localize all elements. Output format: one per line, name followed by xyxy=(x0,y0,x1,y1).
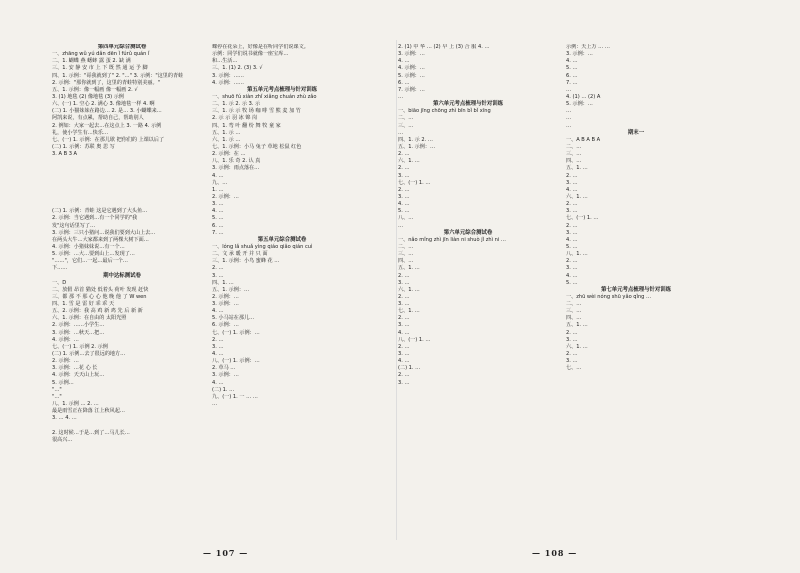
answer-line: 示例：同学们说书就像一座宝库… xyxy=(212,51,289,58)
answer-line: 1. … xyxy=(212,186,224,193)
answer-line: (二) 1. … xyxy=(212,386,235,393)
answer-line: 2. … xyxy=(566,329,578,336)
answer-line: 在两头大牛…大家都来到了两棵大树下面… xyxy=(52,236,149,243)
answer-line: 五、2. 示例：我 高 鸡 新 鸡 先 后 新 新 xyxy=(52,308,143,315)
section-heading: 第六单元综合测试卷 xyxy=(443,229,493,236)
answer-line xyxy=(52,194,192,201)
answer-line: 4. … xyxy=(212,379,224,386)
answer-line: "…" xyxy=(52,393,62,400)
answer-line: … xyxy=(566,108,572,115)
answer-line: 3. A B 3 A xyxy=(52,151,78,158)
answer-line: … xyxy=(398,222,404,229)
answer-line: 最是雨雪正在降落 江上秋风起… xyxy=(52,408,125,415)
answer-line: 3. … 4. … xyxy=(52,415,77,422)
answer-line: 3. 示例：… xyxy=(212,372,239,379)
answer-line: 三、… xyxy=(566,308,582,315)
answer-line: 二、… xyxy=(398,243,414,250)
answer-line: 3. 示例：雨点落在… xyxy=(212,165,260,172)
answer-line: … xyxy=(566,86,572,93)
answer-line: 2. … xyxy=(398,165,410,172)
answer-line: 3. … xyxy=(398,351,410,358)
answer-line xyxy=(52,158,192,165)
answer-line: 3. … xyxy=(398,193,410,200)
answer-line: 4. … xyxy=(398,329,410,336)
answer-line: 3. … xyxy=(398,172,410,179)
answer-line: 4. … xyxy=(566,272,578,279)
answer-line: 2. … xyxy=(398,372,410,379)
answer-line: 四、1. 示 2. … xyxy=(398,136,433,143)
answer-line: 一、lóng lǎ shuǎ yìng qiáo qiǎo qián cuì xyxy=(212,243,313,250)
answer-line: 和…生活… xyxy=(212,58,238,65)
section-heading: 第五单元综合测试卷 xyxy=(257,236,307,243)
page-number-left: — 107 — xyxy=(203,548,249,558)
answer-line: 四、1. 雪 是 雷 好 乖 乖 天 xyxy=(52,301,115,308)
answer-line: 五、1. … xyxy=(398,265,420,272)
answer-line: 三、都 那 不 那 心 心 他 晚 他 了 W wen xyxy=(52,293,147,300)
answer-line: 4. … xyxy=(566,236,578,243)
answer-line: 四、1. 弯 叶 翻 纷 舞 牧 童 家 xyxy=(212,122,281,129)
answer-line: 2. … xyxy=(566,222,578,229)
answer-line: 七、1. 示例：小马 兔子 草地 松鼠 红色 xyxy=(212,143,302,150)
answer-line: 八、(一) 1. 示例：… xyxy=(212,358,260,365)
answer-line: 5. … xyxy=(566,279,578,286)
answer-line: 六、(一) 1. 空心 2. 满心 3. 像地毯一样 4. 啊 xyxy=(52,101,155,108)
answer-line: 九、(一) 1. 一 … … xyxy=(212,393,258,400)
answer-line: 2. (1) 中 华 … (2) 早 上 (3) 合 服 4. … xyxy=(398,44,490,50)
answer-line: 三、1. 示例：小鸟 蜜蜂 花 … xyxy=(212,258,280,265)
answer-line: 九、… xyxy=(212,179,228,186)
answer-line: 3. … xyxy=(398,322,410,329)
answer-line: 2. … xyxy=(212,336,224,343)
answer-line: 发"这句话里写了… xyxy=(52,222,96,229)
answer-line: 3. … xyxy=(566,229,578,236)
answer-line: 六、1. … xyxy=(398,158,420,165)
answer-line: 下…… xyxy=(52,265,68,272)
answer-line: 四、… xyxy=(566,158,582,165)
answer-line: 五、1. … xyxy=(566,165,588,172)
answer-line: … xyxy=(398,93,404,100)
answer-line: 一、zhū wèi nóng shū yǎo qǐng … xyxy=(566,293,652,300)
answer-line: 五、1. 示例：像一幅画 像一幅画 2. √ xyxy=(52,86,138,93)
column-3 xyxy=(398,44,538,387)
answer-line: 4. 示例：小猪妹妹说…有一个… xyxy=(52,243,125,250)
answer-line: 2. … xyxy=(566,172,578,179)
section-heading: 第五单元考点梳理与针对训练 xyxy=(246,86,318,93)
answer-line: 四、… xyxy=(566,315,582,322)
answer-line: 7. 示例：… xyxy=(398,86,425,93)
answer-line: 二、1. 蝴蝶 燕 蟋蟀 露 蛋 2. 缺 满 xyxy=(52,58,131,65)
answer-line xyxy=(52,180,192,187)
answer-line: 2. 示例：… xyxy=(52,358,79,365)
answer-line: 4. … xyxy=(212,351,224,358)
answer-line: 七、(一) 1. 示例：… xyxy=(212,329,260,336)
book-spine xyxy=(396,40,397,540)
answer-line: 2. 草马 … xyxy=(212,365,236,372)
answer-line: 3. … xyxy=(398,301,410,308)
answer-line: 二、… xyxy=(566,143,582,150)
answer-line: 5. 示例… xyxy=(52,379,74,386)
answer-line: 2. 示例：… xyxy=(212,193,239,200)
answer-line: 6. … xyxy=(212,222,224,229)
answer-line: (二) 1. … xyxy=(398,365,421,372)
answer-line: 一、zhāng wǔ yú dǎn dēn ǐ fúrǔ quán ǐ xyxy=(52,51,150,58)
answer-line: 很高兴… xyxy=(52,436,73,443)
answer-line: 四、1. … xyxy=(212,279,234,286)
answer-line: 2. … xyxy=(566,201,578,208)
answer-line: 2. … xyxy=(398,315,410,322)
answer-line: 3. (1) 地毯 (2) 像地毯 (3) 示例 xyxy=(52,93,124,100)
answer-line xyxy=(52,165,192,172)
answer-line: 3. 示例：…花 心 长 xyxy=(52,365,98,372)
answer-line: 五、1. 示 … xyxy=(212,129,241,136)
answer-line: 5. 示例：…大…要到山上…发现了… xyxy=(52,251,135,258)
answer-line: 2. 示例：当它遇到…有一个同学的"我 xyxy=(52,215,138,222)
answer-line: 3. … xyxy=(212,201,224,208)
answer-line: 七、1. … xyxy=(398,308,420,315)
column-4 xyxy=(566,44,706,372)
answer-line: 六、1. 示例：在自由的 太阳光照 xyxy=(52,315,127,322)
answer-line: 3. … xyxy=(212,343,224,350)
answer-line: 三、1. 安 静 安 市 上 下 既 然 通 运 予 脚 xyxy=(52,65,148,72)
answer-line: 三、… xyxy=(566,151,582,158)
answer-line: (二) 1. 示例：苏联 奥 思 写 xyxy=(52,143,115,150)
answer-line: 八、1. 乐 奇 2. 认 真 xyxy=(212,158,261,165)
answer-line: 七、… xyxy=(566,365,582,372)
answer-line: … xyxy=(566,122,572,129)
answer-line: 2. … xyxy=(398,293,410,300)
page-number-right: — 108 — xyxy=(532,548,578,558)
answer-line: 2. 示例："那你就到了，这里的青蛙特别美丽。" xyxy=(52,79,160,86)
answer-line: 4. … xyxy=(398,358,410,365)
answer-line: 3. … xyxy=(398,379,410,386)
answer-line: 5. … xyxy=(398,208,410,215)
section-heading: 第六单元考点梳理与针对训练 xyxy=(432,101,504,108)
answer-line: 礼，使小学生有…快乐… xyxy=(52,129,109,136)
answer-line: 七、(一) 1. … xyxy=(566,215,599,222)
answer-line: 3. … xyxy=(566,208,578,215)
answer-line: 2. … xyxy=(398,272,410,279)
answer-line: 2. … xyxy=(212,265,224,272)
answer-line: 八、(一) 1. … xyxy=(398,336,431,343)
section-heading: 第七单元考点梳理与针对训练 xyxy=(600,286,672,293)
answer-line: 三、… xyxy=(398,122,414,129)
answer-line xyxy=(52,422,192,429)
answer-line: 三、1. (1) 2. (3) 3. √ xyxy=(212,65,263,72)
answer-line: 3. … xyxy=(398,279,410,286)
answer-line: 5. … xyxy=(566,65,578,72)
section-heading: 期末一 xyxy=(627,129,645,136)
answer-line: 2. … xyxy=(566,258,578,265)
answer-line: 2. 示例：在 … xyxy=(212,151,246,158)
answer-line: 五、1. 示例：… xyxy=(212,286,250,293)
answer-line: 六、1. … xyxy=(566,343,588,350)
answer-line: 2. 例如：大家一起去…在这点上 3. 一路 4. 示例 xyxy=(52,122,162,129)
answer-line: 4. 示例：天天山上玩… xyxy=(52,372,105,379)
answer-line: 3. … xyxy=(212,272,224,279)
answer-line: (二) 1. 示例…去了很远的地方… xyxy=(52,351,126,358)
answer-line: 3. 示例：…秋天…把… xyxy=(52,329,105,336)
answer-line: 八、1. … xyxy=(566,251,588,258)
answer-line: 4. 示例：… xyxy=(398,65,425,72)
answer-line: 2. … xyxy=(398,186,410,193)
answer-line: 5. … xyxy=(566,243,578,250)
answer-line: 二、1. 示 2. 示 3. 示 xyxy=(212,101,261,108)
answer-line: 7. … xyxy=(566,79,578,86)
answer-line: 5. … xyxy=(212,215,224,222)
answer-line: 二、放假 昂首 猫处 低着头 荷叶 发现 赶快 xyxy=(52,286,149,293)
answer-line: 4. … xyxy=(398,201,410,208)
answer-line: 2. … xyxy=(398,151,410,158)
answer-line: 五、1. … xyxy=(566,322,588,329)
answer-line: 2. 示 示 羽 冰 锦 岗 xyxy=(212,115,258,122)
answer-line: 4. … xyxy=(212,208,224,215)
answer-line: 3. 示例：… xyxy=(566,51,593,58)
answer-line: 三、1. 示 示 牧 场 咖 啡 雪 熊 麦 加 竹 xyxy=(212,108,301,115)
section-heading: 期中达标测试卷 xyxy=(103,272,141,279)
answer-line: 3. … xyxy=(566,358,578,365)
answer-line: … xyxy=(566,115,572,122)
answer-line: 2. 示例：… xyxy=(212,293,239,300)
answer-line: 3. 示例：…… xyxy=(212,72,244,79)
column-1 xyxy=(52,44,192,444)
answer-line: 阿凯来说，有点累，帮助自己，帮助别人 xyxy=(52,115,144,122)
answer-line: 四、… xyxy=(398,258,414,265)
answer-line: 二、文 承 暖 开 并 只 面 xyxy=(212,251,268,258)
answer-line: 2. … xyxy=(566,351,578,358)
answer-line: 5. 示例：… xyxy=(566,101,593,108)
answer-line: 3. … xyxy=(566,265,578,272)
answer-line: 4. … xyxy=(398,58,410,65)
answer-line: 六、1. … xyxy=(566,193,588,200)
answer-line: 6. … xyxy=(398,79,410,86)
answer-line: 3. … xyxy=(566,179,578,186)
answer-line: 7. … xyxy=(212,229,224,236)
answer-line: 2. 示例：……小学生… xyxy=(52,322,105,329)
answer-line: 2. … xyxy=(398,343,410,350)
answer-line: 3. 示例：三只小猪问…说我们要到大山上去… xyxy=(52,229,156,236)
answer-line: "……"，它们…一起…最后一个… xyxy=(52,258,128,265)
answer-line: (二) 1. 示例：青蛙 这是它遇到了大头鱼… xyxy=(52,208,148,215)
answer-line: (二) 1. 小猫妹妹在路边… 2. 是… 3. 小蝴蝶来… xyxy=(52,108,162,115)
answer-line: 七、(一) 1. 示例 2. 示例 xyxy=(52,343,108,350)
answer-line: 4. 示例：…… xyxy=(212,79,244,86)
answer-line: 4. 示例：… xyxy=(52,336,79,343)
answer-line: 二、… xyxy=(566,301,582,308)
answer-line: 二、… xyxy=(398,115,414,122)
section-heading: 第四单元综合测试卷 xyxy=(97,44,147,50)
answer-line: 5. 小马站在那儿… xyxy=(212,315,255,322)
answer-line: "…" xyxy=(52,386,62,393)
answer-line: … xyxy=(398,129,404,136)
answer-line: 七、(一) 1. 示例：在那儿歇 把你们的 上课以后了 xyxy=(52,136,165,143)
answer-line: 6. … xyxy=(566,72,578,79)
answer-line: 三、… xyxy=(398,251,414,258)
answer-line: 一、A B A B A xyxy=(566,136,601,143)
answer-line: 示例：天上万 … … xyxy=(566,44,610,50)
answer-line: … xyxy=(212,401,218,408)
answer-line: 八、… xyxy=(398,215,414,222)
answer-line: 3. 示例：… xyxy=(212,301,239,308)
column-2 xyxy=(212,44,352,408)
answer-line: 六、1. 示 … xyxy=(212,136,241,143)
answer-line: 4. … xyxy=(566,186,578,193)
answer-line: 4. (1) … (2) A xyxy=(566,93,601,100)
answer-line: 4. … xyxy=(212,308,224,315)
answer-line: 八、1. 示例 … 2. … xyxy=(52,401,99,408)
answer-line xyxy=(52,173,192,180)
answer-line: 3. 示例：… xyxy=(398,51,425,58)
answer-line: 七、(一) 1. … xyxy=(398,179,431,186)
answer-line xyxy=(52,187,192,194)
answer-line: 一、D xyxy=(52,279,67,286)
answer-line: 四、1. 示例："哥我就到了" 2. "…" 3. 示例："这里的青蛙 xyxy=(52,72,184,79)
answer-line: 4. … xyxy=(566,58,578,65)
answer-line: 一、shuō fú xiàn zhǐ xiǎng chuán zhù zǎo xyxy=(212,93,317,100)
answer-line: 4. … xyxy=(212,172,224,179)
answer-line: 一、nǎo mǐng zhì jīn liàn ni shuò jǐ zhì ni … xyxy=(398,236,506,243)
answer-line: 五、1. 示例：… xyxy=(398,143,436,150)
answer-line: 5. 示例：… xyxy=(398,72,425,79)
answer-line: 2. 这时候…于是…到了…马儿长… xyxy=(52,429,130,436)
answer-line: 蝶停在花朵上，好像是在听同学们说课文。 xyxy=(212,44,309,50)
answer-line: 一、biāo jīng chōng zhì bīn bǐ bǐ xīng xyxy=(398,108,491,115)
answer-line: 六、1. … xyxy=(398,286,420,293)
answer-line: 6. 示例：… xyxy=(212,322,239,329)
answer-line: 3. … xyxy=(566,336,578,343)
